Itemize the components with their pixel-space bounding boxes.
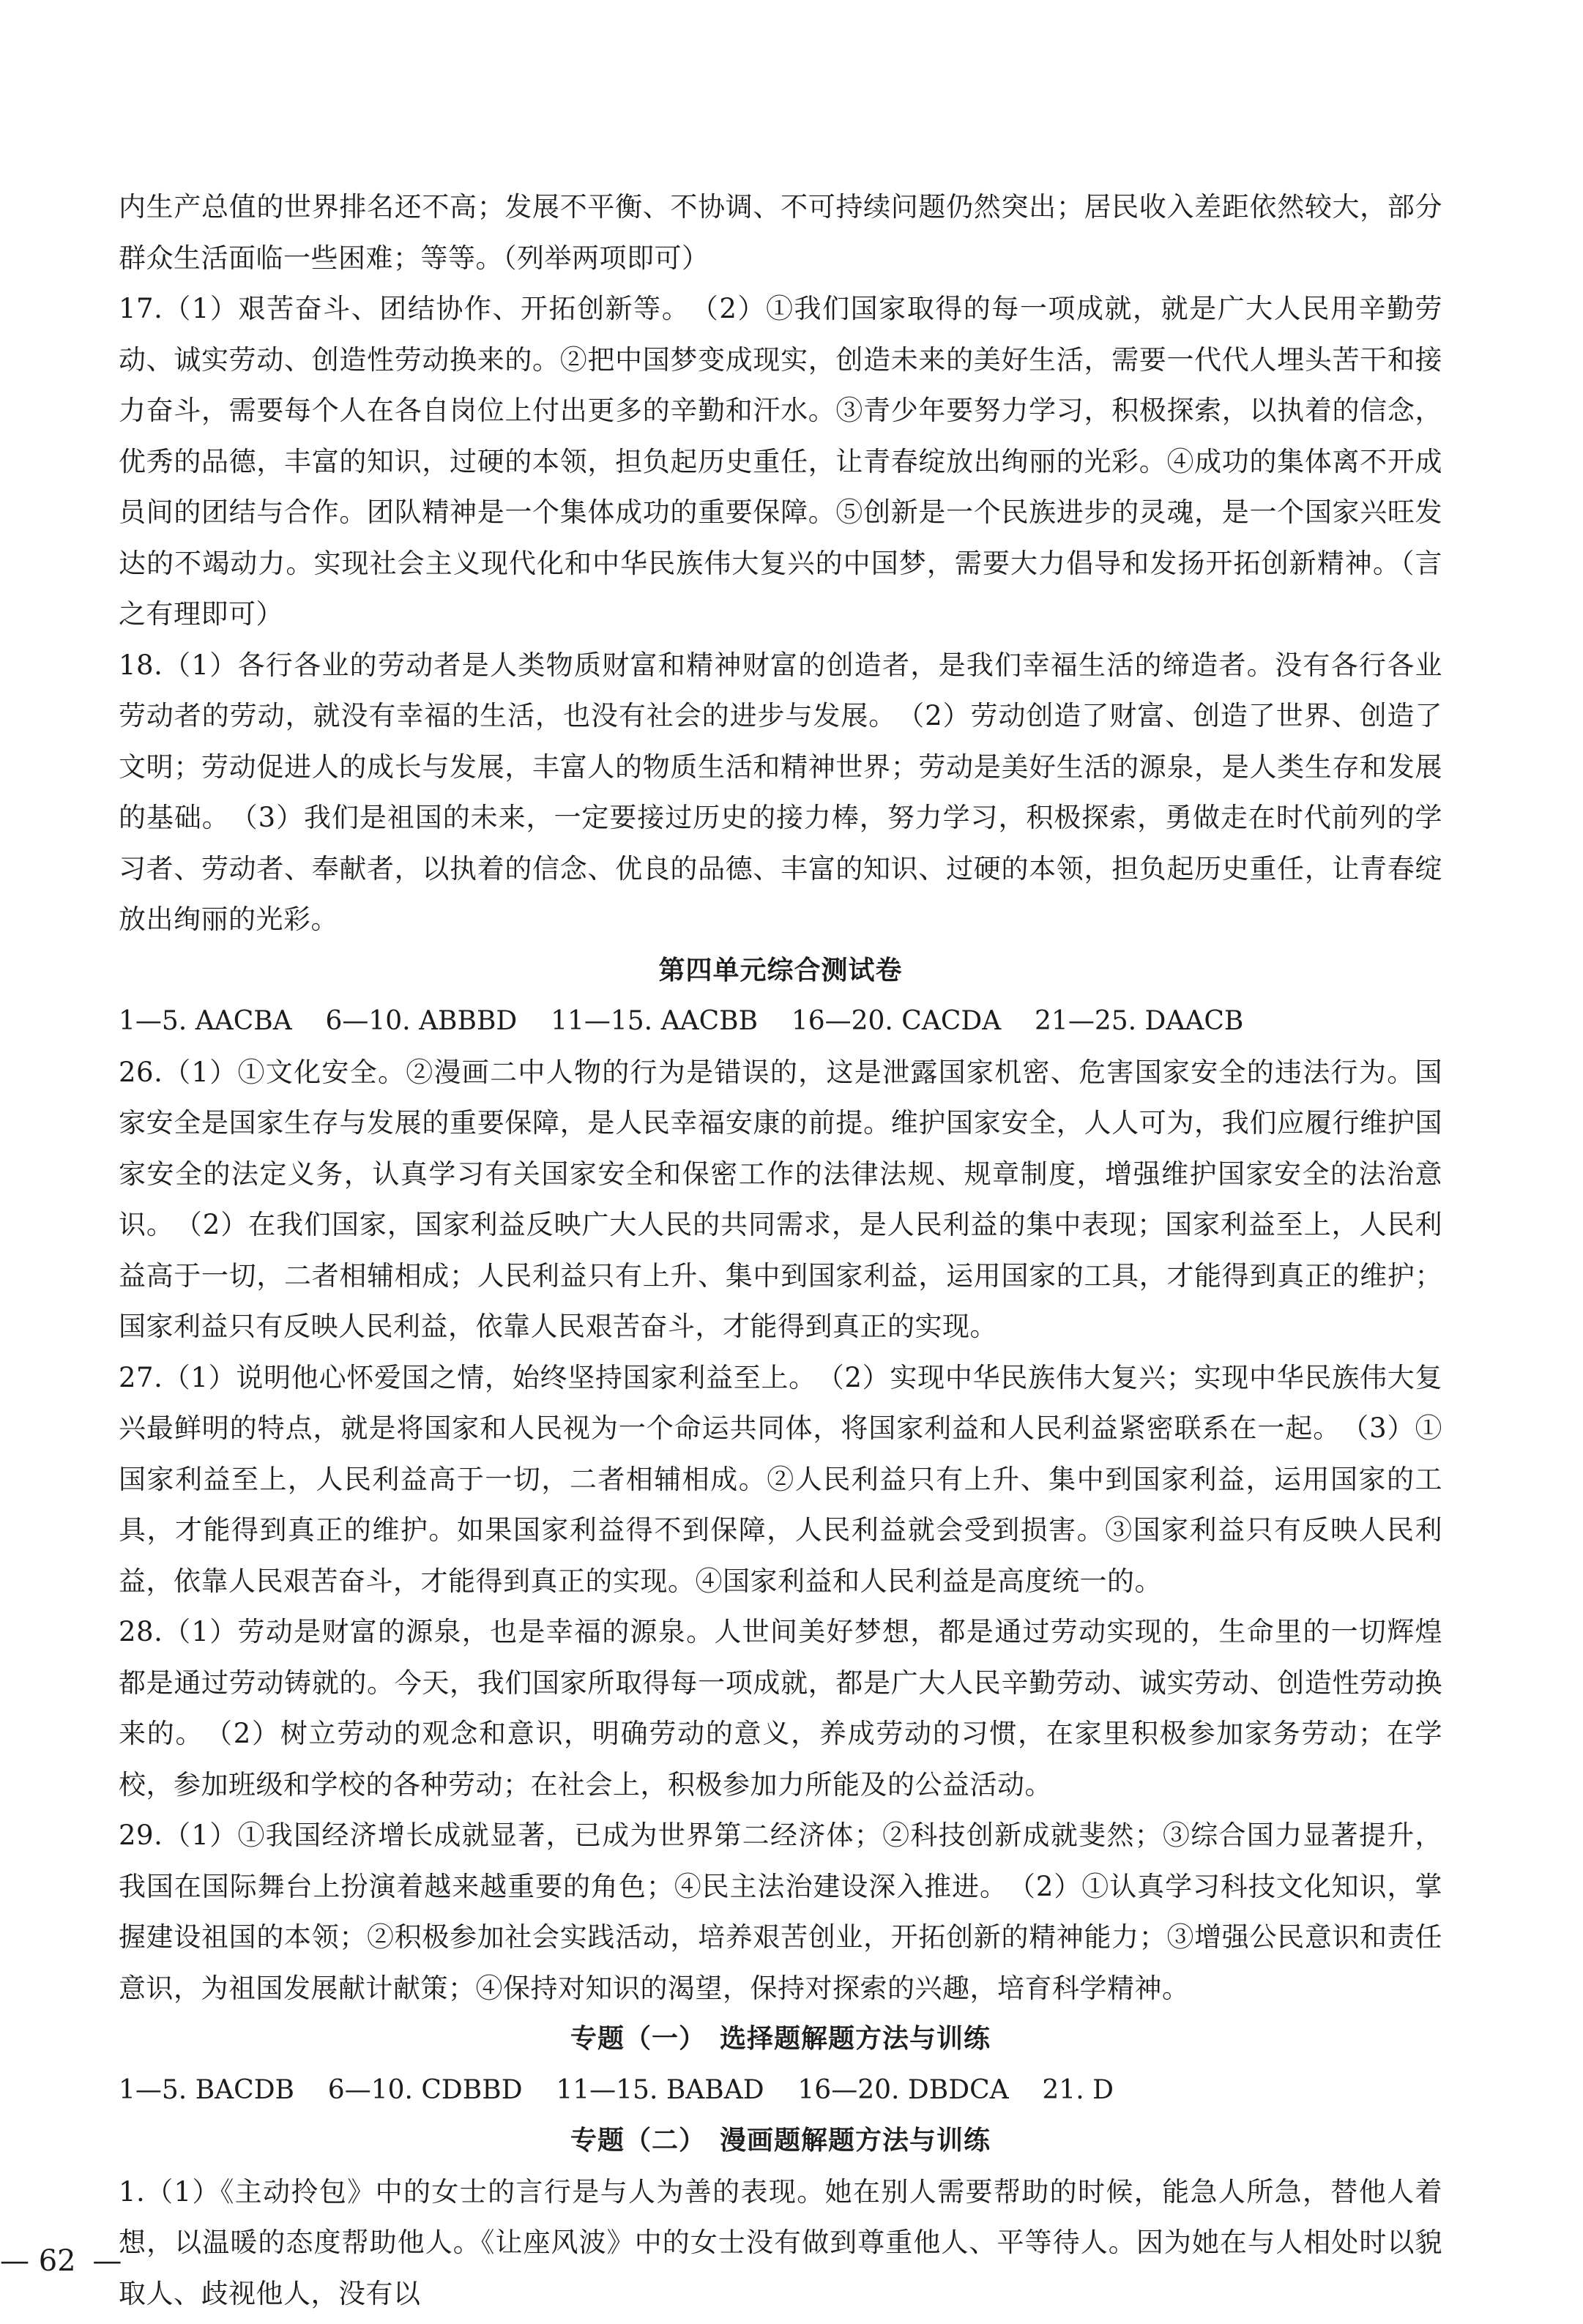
para-q27: 27.（1）说明他心怀爱国之情，始终坚持国家利益至上。 （2）实现中华民族伟大复兴；实现中华民族伟大复兴最鲜明的特点，就是将国家和人民视为一个命运共同体，将国家利益和人民利益紧密联系在一起。 （3）①国家利益至上，人民利益高于一切，二者相辅相成。②人民利益只有上升、集中到国家利益，运用国家的工具，才能得到真正的维护。如果国家利益得不到保障，人民利益就会受到损害。③国家利益只有反映人民利益，依靠人民艰苦奋斗，才能得到真正的实现。④国家利益和人民利益是高度统一的。 xyxy=(119,1361,1442,1597)
para-q26: 26.（1）①文化安全。②漫画二中人物的行为是错误的，这是泄露国家机密、危害国家安全的违法行为。国家安全是国家生存与发展的重要保障，是人民幸福安康的前提。维护国家安全，人人可为，我们应履行维护国家安全的法定义务，认真学习有关国家安全和保密工作的法律法规、规章制度，增强维护国家安全的法治意识。 （2）在我们国家，国家利益反映广大人民的共同需求，是人民利益的集中表现；国家利益至上，人民利益高于一切，二者相辅相成；人民利益只有上升、集中到国家利益，运用国家的工具，才能得到真正的维护；国家利益只有反映人民利益，依靠人民艰苦奋斗，才能得到真正的实现。 xyxy=(119,1056,1442,1342)
para-q18: 18.（1）各行各业的劳动者是人类物质财富和精神财富的创造者，是我们幸福生活的缔造者。没有各行各业劳动者的劳动，就没有幸福的生活，也没有社会的进步与发展。 （2）劳动创造了财富、创造了世界、创造了文明；劳动促进人的成长与发展，丰富人的物质生活和精神世界；劳动是美好生活的源泉，是人类生存和发展的基础。 （3）我们是祖国的未来，一定要接过历史的接力棒，努力学习，积极探索，勇做走在时代前列的学习者、劳动者、奉献者，以执着的信念、优良的品德、丰富的知识、过硬的本领，担负起历史重任，让青春绽放出绚丽的光彩。 xyxy=(119,649,1442,935)
answers-topic1: 1—5. BACDB 6—10. CDBBD 11—15. BABAD 16—20. DBDCA 21. D xyxy=(119,2074,1114,2105)
para-continuation: 内生产总值的世界排名还不高；发展不平衡、不协调、不可持续问题仍然突出；居民收入差距依然较大，部分群众生活面临一些困难；等等。（列举两项即可） xyxy=(119,191,1442,274)
para-topic2-q1: 1.（1）《主动拎包》中的女士的言行是与人为善的表现。她在别人需要帮助的时候，能急人所急，替他人着想，以温暖的态度帮助他人。《让座风波》中的女士没有做到尊重他人、平等待人。因为她在与人相处时以貌取人、歧视他人，没有以 xyxy=(119,2175,1442,2309)
document-page xyxy=(119,182,1442,2319)
heading-topic1: 专题（一） 选择题解题方法与训练 xyxy=(570,2024,991,2054)
heading-unit4: 第四单元综合测试卷 xyxy=(658,955,903,986)
para-q28: 28.（1）劳动是财富的源泉，也是幸福的源泉。人世间美好梦想，都是通过劳动实现的，生命里的一切辉煌都是通过劳动铸就的。今天，我们国家所取得每一项成就，都是广大人民辛勤劳动、诚实劳动、创造性劳动换来的。 （2）树立劳动的观念和意识，明确劳动的意义，养成劳动的习惯，在家里积极参加家务劳动；在学校，参加班级和学校的各种劳动；在社会上，积极参加力所能及的公益活动。 xyxy=(119,1616,1442,1800)
heading-topic2: 专题（二） 漫画题解题方法与训练 xyxy=(570,2126,991,2156)
para-q17: 17.（1）艰苦奋斗、团结协作、开拓创新等。 （2）①我们国家取得的每一项成就，就是广大人民用辛勤劳动、诚实劳动、创造性劳动换来的。②把中国梦变成现实，创造未来的美好生活，需要一代代人埋头苦干和接力奋斗，需要每个人在各自岗位上付出更多的辛勤和汗水。③青少年要努力学习，积极探索，以执着的信念，优秀的品德，丰富的知识，过硬的本领，担负起历史重任，让青春绽放出绚丽的光彩。④成功的集体离不开成员间的团结与合作。团队精神是一个集体成功的重要保障。⑤创新是一个民族进步的灵魂，是一个国家兴旺发达的不竭动力。实现社会主义现代化和中华民族伟大复兴的中国梦，需要大力倡导和发扬开拓创新精神。（言之有理即可） xyxy=(119,293,1442,630)
page-number xyxy=(0,2244,122,2278)
page-number-value: 62 xyxy=(38,2244,76,2278)
page-number-dash-right: — xyxy=(92,2244,122,2278)
para-q29: 29.（1）①我国经济增长成就显著，已成为世界第二经济体；②科技创新成就斐然；③综合国力显著提升，我国在国际舞台上扮演着越来越重要的角色；④民主法治建设深入推进。 （2）①认真学习科技文化知识，掌握建设祖国的本领；②积极参加社会实践活动，培养艰苦创业，开拓创新的精神能力；③增强公民意识和责任意识，为祖国发展献计献策；④保持对知识的渴望，保持对探索的兴趣，培育科学精神。 xyxy=(119,1820,1442,2004)
page-number-dash-left: — xyxy=(0,2244,29,2278)
answers-unit4: 1—5. AACBA 6—10. ABBBD 11—15. AACBB 16—20. CACDA 21—25. DAACB xyxy=(119,1006,1244,1036)
